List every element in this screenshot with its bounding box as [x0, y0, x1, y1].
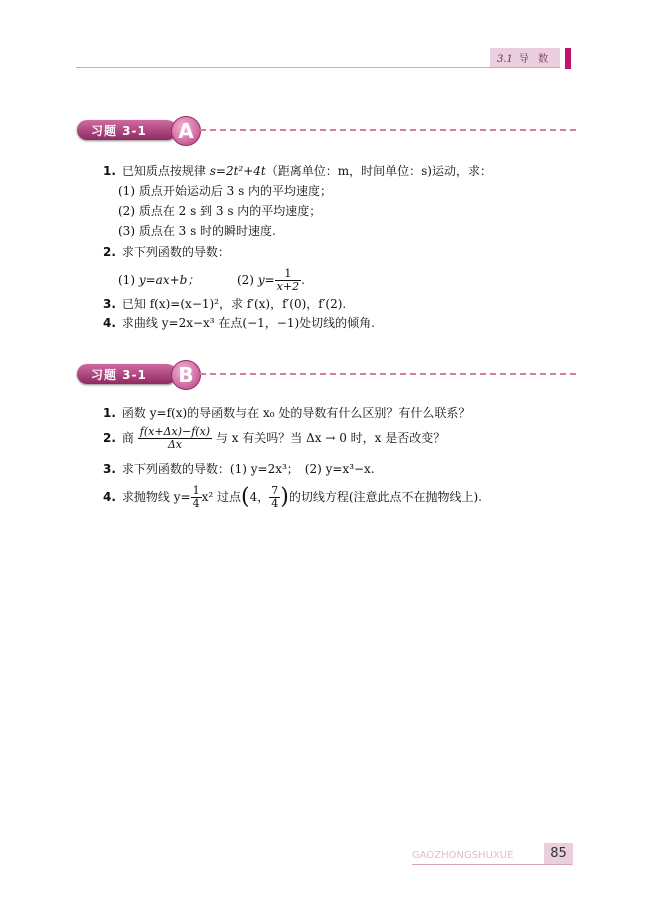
header-accent-bar [565, 48, 571, 69]
section-title: 导 数 [518, 54, 552, 65]
section-number: 3.1 [497, 54, 513, 65]
problem-a1-sub1: (1) 质点开始运动后 3 s 内的平均速度； [118, 184, 333, 198]
problem-b1: 1. 函数 y=f(x)的导函数与在 x₀ 处的导数有什么区别？有什么联系？ [103, 406, 471, 420]
page-number: 85 [544, 843, 573, 865]
problem-b2: 2. 商 $\frac{f(x+\Delta x)-f(x)}{\Delta x}$ 与 x 有关吗？当 Δx → 0 时，x 是否改变？ [103, 425, 446, 451]
fraction: $\frac{f(x+\Delta x)-f(x)}{\Delta x}$ [139, 425, 211, 451]
problem-a2-parts: (1) y=ax+b； (2) y= $\frac{1}{x+2}$ . [118, 267, 305, 293]
problem-a3: 3. 已知 f(x)=(x−1)²，求 f′(x)，f′(0)，f′(2). [103, 297, 347, 311]
exercise-badge-b [77, 363, 194, 387]
problem-a1-sub2: (2) 质点在 2 s 到 3 s 内的平均速度； [118, 204, 322, 218]
running-header [497, 50, 551, 65]
fraction: $\frac{1}{4}$ [192, 484, 200, 510]
exercise-badge-a [77, 119, 194, 143]
badge-letter-circle: A [171, 116, 201, 146]
problem-a1-sub3: (3) 质点在 3 s 时的瞬时速度. [118, 224, 276, 238]
header-rule [76, 67, 560, 68]
problem-a2: 2. 求下列函数的导数： [103, 245, 230, 259]
problem-a1: 1. 已知质点按规律 s=2t²+4t（距离单位：m，时间单位：s)运动，求： [103, 164, 492, 178]
problem-b3: 3. 求下列函数的导数：(1) y=2x³； (2) y=x³−x. [103, 462, 375, 476]
fraction: $\frac{1}{x+2}$ [276, 267, 300, 293]
series-name: GAOZHONGSHUXUE [412, 850, 514, 861]
badge-label: 习题 3-1 [91, 368, 147, 382]
fraction: $\frac{7}{4}$ [271, 484, 279, 510]
dashed-divider-b [200, 373, 576, 375]
dashed-divider-a [200, 129, 576, 131]
problem-b4: 4. 求抛物线 y= $\frac{1}{4}$ x² 过点(4， $\frac{7}{4}$ )的切线方程(注意此点不在抛物线上). [103, 484, 482, 510]
badge-letter-circle: B [171, 360, 201, 390]
problem-a4: 4. 求曲线 y=2x−x³ 在点(−1，−1)处切线的倾角. [103, 316, 375, 330]
badge-pill [77, 364, 177, 384]
badge-pill [77, 120, 177, 140]
badge-label: 习题 3-1 [91, 124, 147, 138]
footer-rule [412, 864, 572, 865]
